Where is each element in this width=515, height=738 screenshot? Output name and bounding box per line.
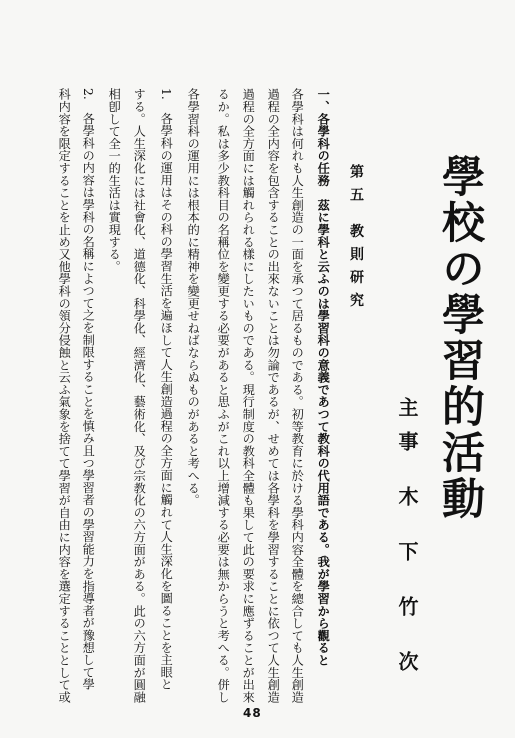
text-column: 1. 各學科の運用はその科の學習生活を遍ほして人生創造過程の全方面に觸れて人生深化を圖ることを主眼と [159, 88, 174, 691]
author-line: 主事 木 下 竹 次 [395, 397, 419, 685]
text-column: 相卽して全一的生活は實現する。 [107, 88, 122, 273]
text-column: 一、各學科の任務 茲に學科と云ふのは學習科の意義であつて教科の代用語である。我が學習から觀ると [316, 88, 331, 667]
section-heading: 第五 教則研究 [348, 164, 364, 316]
page-number: 48 [243, 706, 262, 720]
article-title: 學校の學習的活動 [435, 154, 485, 522]
text-column: るか。私は多少教科目の名稱位を變更する必要があると思ふがこれ以上增減する必要は無からうと考へる。併し [216, 88, 231, 703]
text-column: 各學習科の運用には根本的に精神を變更せねばならぬものがあると考へる。 [186, 88, 201, 507]
text-column: 過程の全方面には觸れられる樣にしたいものである。現行制度の教科全體も果して此の要求に應ずることが出來 [241, 88, 256, 703]
text-column: 科内容を限定することを止め又他學科の領分侵蝕と云ふ氣象を捨てて學習が自由に内容を選定することとして或 [57, 88, 72, 703]
text-column: 過程の全内容を包含することの出來ないことは勿論であるが、せめては各學科を學習することに依つて人生創造 [266, 88, 281, 703]
text-column: する。人生深化には社會化、道德化、科學化、經濟化、藝術化、及び宗教化の六方面がある。此の六方面が圓融 [132, 88, 147, 703]
text-column: 各學科は何れも人生創造の一面を承つて居るものである。初等教育に於ける學科内容全體を總合しても人生創造 [290, 88, 305, 703]
text-column: 2. 各學科の内容は學科の名稱によつて之を制限することを慎み且つ學習者の學習能力を指導者が豫想して學 [81, 88, 96, 691]
